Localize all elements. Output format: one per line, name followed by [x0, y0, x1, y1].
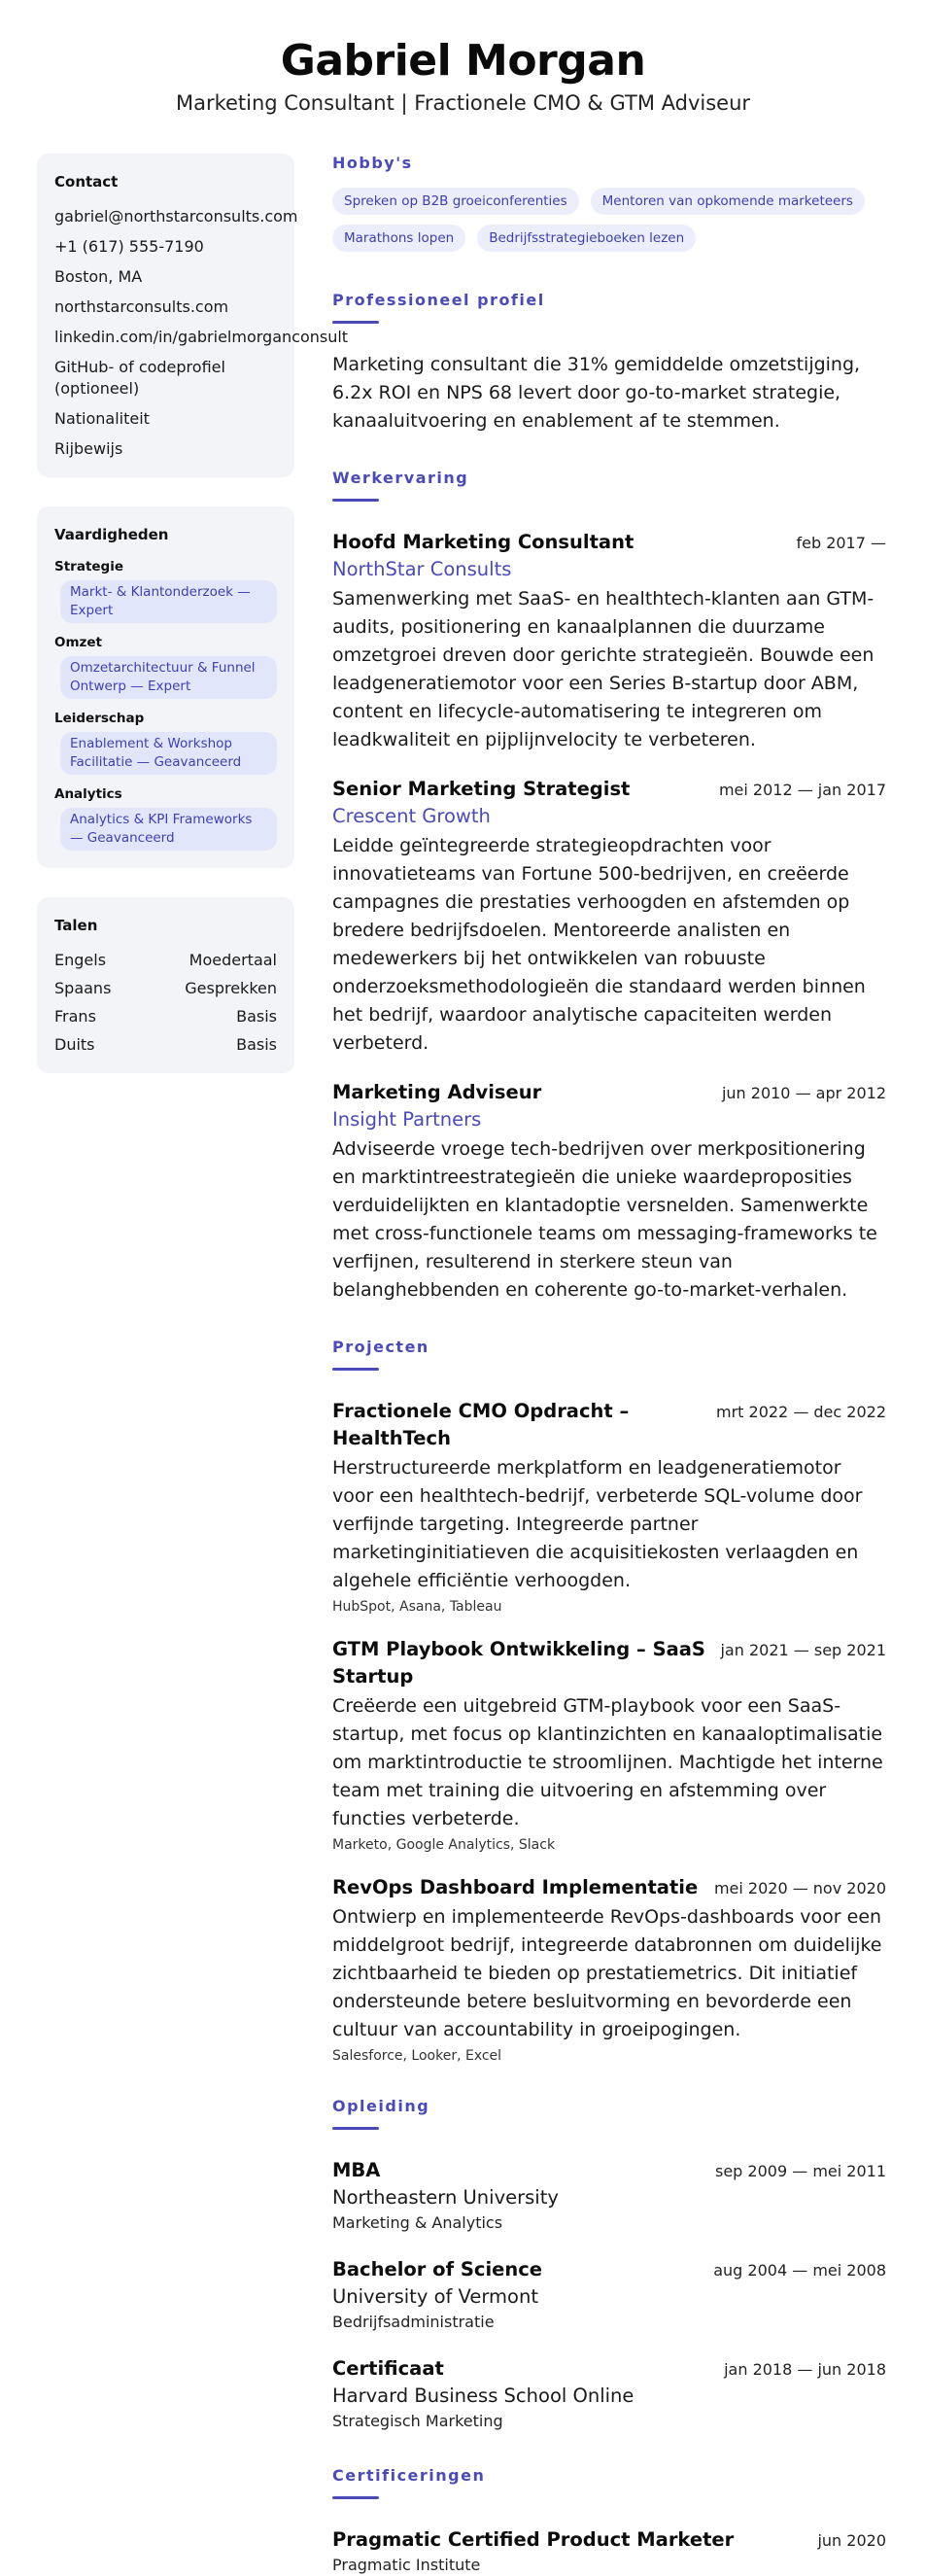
skill-group: [54, 711, 277, 775]
job-date: feb 2017 —: [796, 534, 886, 552]
section-divider: [332, 321, 379, 324]
job-title: Marketing Adviseur: [332, 1081, 542, 1103]
skill-pill: Markt- & Klantonderzoek — Expert: [60, 580, 277, 623]
projects-section: [332, 1338, 886, 2064]
hobby-chip: Bedrijfsstrategieboeken lezen: [477, 225, 696, 252]
profile-summary: Marketing consultant die 31% gemiddelde omzetstijging, 6.2x ROI en NPS 68 levert door go-to-market strategie, kanaaluitvoering en enablement af te stemmen.: [332, 354, 861, 432]
language-level: Basis: [236, 1007, 277, 1026]
project-tools: Marketo, Google Analytics, Slack: [332, 1837, 556, 1853]
contact-website[interactable]: northstarconsults.com: [54, 297, 229, 316]
skill-category: Omzet: [54, 635, 103, 650]
project-date: mrt 2022 — dec 2022: [715, 1403, 886, 1421]
language-name: Frans: [54, 1007, 96, 1026]
language-name: Spaans: [54, 979, 112, 997]
languages-card: [37, 897, 294, 1073]
skill-pill: Analytics & KPI Frameworks — Geavanceerd: [60, 808, 277, 851]
project-name: GTM Playbook Ontwikkeling – SaaS Startup: [332, 1638, 705, 1688]
study-field: Strategisch Marketing: [332, 2412, 503, 2430]
language-row: [54, 1006, 277, 1027]
contact-location: Boston, MA: [54, 267, 143, 286]
contact-nationality: Nationaliteit: [54, 409, 150, 428]
profile-section: [332, 291, 886, 435]
project-date: mei 2020 — nov 2020: [713, 1879, 886, 1897]
languages-title: Talen: [54, 917, 98, 934]
skill-group: [54, 635, 277, 699]
language-row: [54, 1034, 277, 1056]
language-level: Moedertaal: [189, 951, 277, 969]
certifications-title: Certificeringen: [332, 2466, 486, 2485]
language-row: [54, 978, 277, 999]
education-entry: [332, 2157, 886, 2235]
job-title: Hoofd Marketing Consultant: [332, 531, 634, 553]
certification-name: Pragmatic Certified Product Marketer: [332, 2528, 735, 2551]
hobby-chip: Spreken op B2B groeiconferenties: [332, 188, 579, 215]
section-divider: [332, 2496, 379, 2499]
education-section: [332, 2097, 886, 2433]
education-title: Opleiding: [332, 2097, 430, 2115]
degree-name: Bachelor of Science: [332, 2258, 543, 2280]
section-divider: [332, 1368, 379, 1371]
study-field: Marketing & Analytics: [332, 2213, 503, 2232]
project-date: jan 2021 — sep 2021: [720, 1641, 886, 1659]
project-name: RevOps Dashboard Implementatie: [332, 1876, 699, 1898]
certification-date: jun 2020: [817, 2531, 886, 2550]
school-name: Harvard Business School Online: [332, 2385, 634, 2407]
hobbies-section: [332, 154, 886, 252]
sidebar: [37, 154, 349, 1102]
language-name: Engels: [54, 951, 107, 969]
degree-name: Certificaat: [332, 2357, 444, 2380]
language-level: Basis: [236, 1035, 277, 1054]
language-level: Gesprekken: [185, 979, 277, 997]
company-name: Crescent Growth: [332, 805, 491, 827]
certification-entry: [332, 2526, 886, 2576]
hobby-list: [332, 188, 886, 252]
contact-linkedin[interactable]: linkedin.com/in/gabrielmorganconsult: [54, 328, 349, 346]
contact-email[interactable]: gabriel@northstarconsults.com: [54, 207, 298, 226]
contact-license: Rijbewijs: [54, 439, 123, 458]
school-name: Northeastern University: [332, 2186, 559, 2209]
experience-entry: [332, 529, 886, 754]
company-name: Insight Partners: [332, 1108, 482, 1131]
job-description: Adviseerde vroege tech-bedrijven over merkpositionering en marktintreestrategieën die unieke waardeproposities verduidelijkten en klantadoptie versnelden. Samenwerkte met cross-functionele teams om messaging-frameworks te verfijnen, resulterend in sterkere steun van belanghebbenden en coherente go-to-market-verhalen.: [332, 1138, 877, 1301]
resume-header: [0, 0, 926, 154]
degree-name: MBA: [332, 2159, 381, 2181]
section-divider: [332, 2127, 379, 2130]
experience-section: [332, 469, 886, 1305]
skills-card: [37, 506, 294, 868]
project-entry: [332, 1874, 886, 2064]
experience-entry: [332, 1079, 886, 1305]
project-tools: HubSpot, Asana, Tableau: [332, 1599, 502, 1615]
education-date: jan 2018 — jun 2018: [724, 2360, 886, 2379]
certification-issuer: Pragmatic Institute: [332, 2556, 481, 2574]
project-entry: [332, 1636, 886, 1853]
skills-title: Vaardigheden: [54, 526, 169, 543]
project-description: Ontwierp en implementeerde RevOps-dashboards voor een middelgroot bedrijf, integreerde databronnen om duidelijke zichtbaarheid te bieden op prestatiemetrics. Dit initiatief ondersteunde betere besluitvorming en bevorderde een cultuur van accountability in groeipogingen.: [332, 1906, 882, 2040]
candidate-name: Gabriel Morgan: [280, 36, 646, 86]
experience-entry: [332, 776, 886, 1058]
hobby-chip: Mentoren van opkomende marketeers: [591, 188, 865, 215]
project-entry: [332, 1398, 886, 1615]
project-tools: Salesforce, Looker, Excel: [332, 2048, 502, 2064]
job-description: Leidde geïntegreerde strategieopdrachten voor innovatieteams van Fortune 500-bedrijven, en creëerde campagnes die prestaties verhoogden en afstemden op bredere bedrijfsdoelen. Mentoreerde analisten en medewerkers bij het ontwikkelen van robuuste onderzoeksmethodologieën die standaard werden binnen het bedrijf, waardoor analytische capaciteiten werden verbeterd.: [332, 835, 866, 1054]
skill-group: [54, 559, 277, 623]
project-description: Creëerde een uitgebreid GTM-playbook voor een SaaS-startup, met focus op klantinzichten en kanaaloptimalisatie om marktintroductie te stroomlijnen. Machtigde het interne team met training die uitvoering en afstemming over functies verbeterde.: [332, 1695, 883, 1829]
hobby-chip: Marathons lopen: [332, 225, 465, 252]
profile-title: Professioneel profiel: [332, 291, 545, 309]
job-description: Samenwerking met SaaS- en healthtech-klanten aan GTM-audits, positionering en kanaalplannen die duurzame omzetgroei dreven door gerichte strategieën. Bouwde een leadgeneratiemotor voor een Series B-startup door ABM, content en lifecycle-automatisering te integreren om leadkwaliteit en pijplijnvelocity te verbeteren.: [332, 588, 875, 750]
skill-group: [54, 786, 277, 851]
experience-title: Werkervaring: [332, 469, 469, 487]
contact-phone: +1 (617) 555-7190: [54, 237, 204, 256]
candidate-headline: Marketing Consultant | Fractionele CMO & GTM Adviseur: [175, 91, 751, 115]
study-field: Bedrijfsadministratie: [332, 2313, 495, 2331]
contact-github: GitHub- of codeprofiel (optioneel): [54, 358, 225, 398]
skill-category: Leiderschap: [54, 711, 145, 726]
job-title: Senior Marketing Strategist: [332, 778, 631, 800]
skill-category: Analytics: [54, 786, 122, 802]
education-entry: [332, 2256, 886, 2334]
job-date: jun 2010 — apr 2012: [721, 1084, 886, 1102]
project-name: Fractionele CMO Opdracht – HealthTech: [332, 1400, 630, 1449]
skill-pill: Omzetarchitectuur & Funnel Ontwerp — Expert: [60, 656, 277, 699]
project-description: Herstructureerde merkplatform en leadgeneratiemotor voor een healthtech-bedrijf, verbeterde SQL-volume door verfijnde targeting. Integreerde partner marketinginitiatieven die acquisitiekosten verlaagden en algehele efficiëntie verhoogden.: [332, 1457, 863, 1591]
skill-pill: Enablement & Workshop Facilitatie — Geavanceerd: [60, 732, 277, 775]
contact-card: [37, 154, 349, 477]
company-name: NorthStar Consults: [332, 558, 512, 580]
language-row: [54, 950, 277, 971]
education-date: sep 2009 — mei 2011: [715, 2162, 886, 2180]
section-divider: [332, 499, 379, 502]
projects-title: Projecten: [332, 1338, 429, 1356]
education-date: aug 2004 — mei 2008: [713, 2261, 886, 2280]
main-column: [332, 154, 886, 2576]
job-date: mei 2012 — jan 2017: [718, 781, 886, 799]
contact-title: Contact: [54, 173, 119, 191]
skill-category: Strategie: [54, 559, 124, 574]
hobbies-title: Hobby's: [332, 154, 413, 172]
language-name: Duits: [54, 1035, 95, 1054]
school-name: University of Vermont: [332, 2285, 538, 2308]
certifications-section: [332, 2466, 886, 2576]
education-entry: [332, 2355, 886, 2433]
